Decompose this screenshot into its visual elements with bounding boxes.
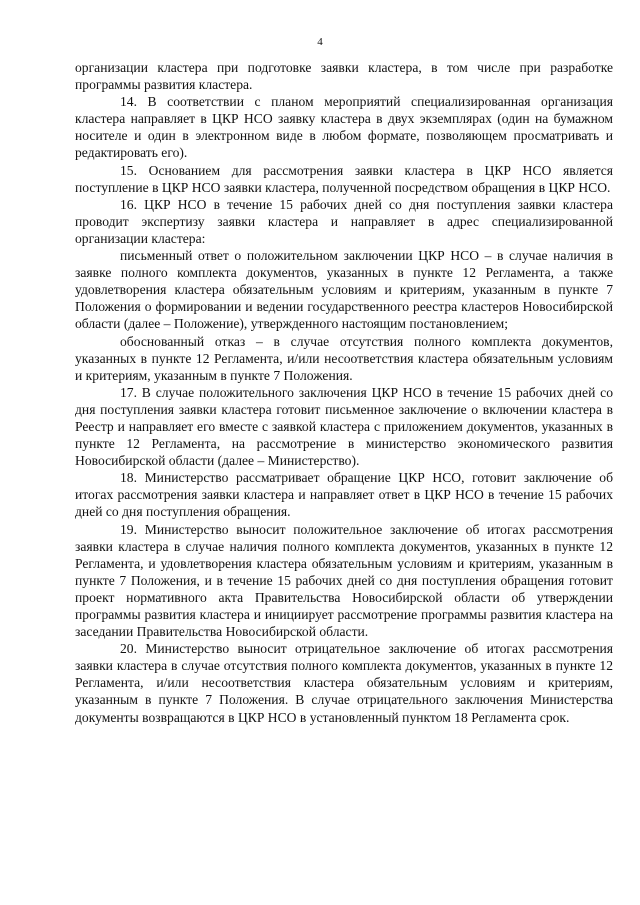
paragraph-item-17: 17. В случае положительного заключения ЦКР НСО в течение 15 рабочих дней со дня поступления заявки кластера готовит письменное заключение о включении кластера в Реестр и направляет его вместе с заявкой кластера с приложением документов, указанных в пункте 12 Регламента, на рассмотрение в министерство экономического развития Новосибирской области (далее – Министерство). bbox=[75, 384, 613, 469]
paragraph-item-15: 15. Основанием для рассмотрения заявки кластера в ЦКР НСО является поступление в ЦКР НСО заявки кластера, полученной посредством обращения в ЦКР НСО. bbox=[75, 162, 613, 195]
paragraph-continuation: организации кластера при подготовке заявки кластера, в том числе при разработке программы развития кластера. bbox=[75, 60, 613, 93]
paragraph-item-18: 18. Министерство рассматривает обращение ЦКР НСО, готовит заключение об итогах рассмотрения заявки кластера и направляет ответ в ЦКР НСО в течение 15 рабочих дней со дня поступления обращения. bbox=[75, 470, 613, 520]
paragraph-item-19: 19. Министерство выносит положительное заключение об итогах рассмотрения заявки кластера в случае наличия полного комплекта документов, указанных в пункте 12 Регламента, и удовлетворения кластера обязательным условиям и критериям, указанным в пункте 7 Положения, и в течение 15 рабочих дней со дня поступления обращения готовит проект нормативного акта Правительства Новосибирской области об утверждении программы развития кластера и инициирует рассмотрение программы развития кластера на заседании Правительства Новосибирской области. bbox=[75, 521, 613, 640]
page-number: 4 bbox=[317, 36, 323, 48]
paragraph-item-16-refusal: обоснованный отказ – в случае отсутствия полного комплекта документов, указанных в пункте 12 Регламента, и/или несоответствия кластера обязательным условиям и критериям, указанным в пункте 7 Положения. bbox=[75, 333, 613, 383]
paragraph-item-20: 20. Министерство выносит отрицательное заключение об итогах рассмотрения заявки кластера в случае отсутствия полного комплекта документов, указанных в пункте 12 Регламента, и/или несоответствия кластера обязательным условиям и критериям, указанным в пункте 7 Положения. В случае отрицательного заключения Министерства документы возвращаются в ЦКР НСО в установленный пунктом 18 Регламента срок. bbox=[75, 641, 613, 725]
document-body bbox=[75, 59, 613, 726]
paragraph-item-16: 16. ЦКР НСО в течение 15 рабочих дней со дня поступления заявки кластера проводит экспертизу заявки кластера и направляет в адрес специализированной организации кластера: bbox=[75, 196, 613, 246]
paragraph-item-14: 14. В соответствии с планом мероприятий специализированная организация кластера направляет в ЦКР НСО заявку кластера в двух экземплярах (один на бумажном носителе и один в электронном виде в любом формате, позволяющем просматривать и редактировать его). bbox=[75, 94, 613, 161]
paragraph-item-16-positive-response: письменный ответ о положительном заключении ЦКР НСО – в случае наличия в заявке полного комплекта документов, указанных в пункте 12 Регламента, а также удовлетворения кластера обязательным условиям и критериям, указанным в пункте 7 Положения о формировании и ведении государственного реестра кластеров Новосибирской области (далее – Положение), утвержденного настоящим постановлением; bbox=[75, 248, 613, 332]
